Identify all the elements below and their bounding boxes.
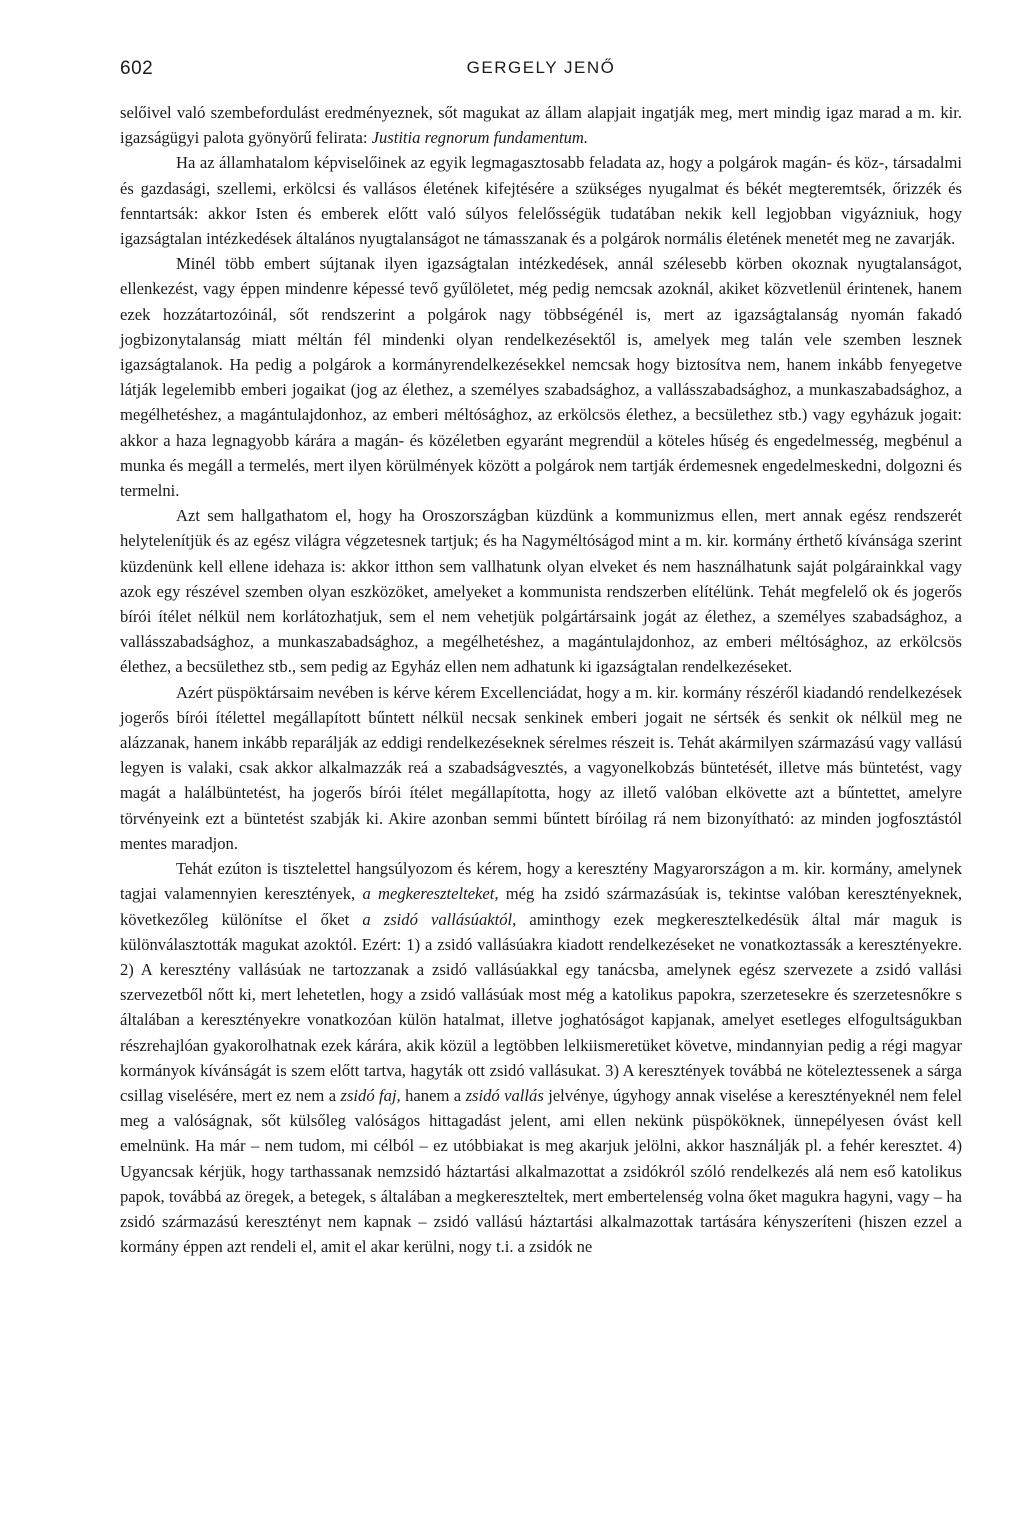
italic-text: zsidó faj, bbox=[340, 1085, 401, 1105]
text-run: Azért püspöktársaim nevében is kérve kérem Excellenciádat, hogy a m. kir. kormány részéről kiadandó rendelkezések jogerős bírói ítélettel megállapított bűntett nélkül necsak senkinek emberi jogait ne sértsék és senkit ok nélkül meg ne alázzanak, hanem inkább reparálják az eddigi rendelkezéseknek sérelmes részeit is. Tehát akármilyen származású vagy vallású legyen is valaki, csak akkor alkalmazzák reá a szabadságvesztés, a vagyonelkobzás büntetését, illetve más büntetést, vagy magát a halálbüntetést, ha jogerős bírói ítélet megállapította, hogy az illető valóban elkövette azt a bűntettet, amelyre törvényeink ezt a büntetést szabják ki. Akire azonban semmi bűntett bíróilag rá nem bizonyítható: az minden jogfosztástól mentes maradjon. bbox=[120, 682, 962, 853]
paragraph bbox=[120, 150, 962, 251]
text-run: Azt sem hallgathatom el, hogy ha Oroszországban küzdünk a kommunizmus ellen, mert annak egész rendszerét helytelenítjük és az egész világra végzetesnek tartjuk; és ha Nagyméltóságod mint a m. kir. kormány érthető kívánsága szerint küzdenünk kell ellene idehaza is: akkor itthon sem vallhatunk olyan elveket és nem használhatunk saját polgárainkkal vagy azok egy részével szemben olyan eszközöket, amelyeket a kommunista rendszerben elítélünk. Tehát megfelelő ok és jogerős bírói ítélet nélkül nem korlátozhatjuk, sem el nem vehetjük polgártársaink jogát az élethez, a személyes szabadsághoz, a vallásszabadsághoz, a munkaszabadsághoz, a megélhetéshez, a magántulajdonhoz, az emberi méltósághoz, az erkölcsös élethez, a becsülethez stb., sem pedig az Egyház ellen nem adhatunk ki igazságtalan rendelkezéseket. bbox=[120, 506, 962, 677]
body-text bbox=[120, 100, 962, 1259]
page-header bbox=[120, 48, 962, 88]
text-run: selőivel való szembefordulást eredményeznek, sőt magukat az állam alapjait ingatják meg, mert mindig igaz marad a m. kir. igazságügyi palota gyönyörű felirata: bbox=[120, 103, 962, 148]
text-run: még ha zsidó származásúak is, tekintse valóban keresztényeknek, következőleg különítse el őket bbox=[120, 884, 962, 929]
page-number: 602 bbox=[120, 58, 154, 79]
running-head: GERGELY JENŐ bbox=[466, 58, 616, 77]
paragraph bbox=[120, 503, 962, 679]
document-page bbox=[120, 48, 962, 1259]
italic-text: a megkeresztelteket, bbox=[362, 884, 499, 904]
text-run: aminthogy ezek megkeresztelkedésük által már maguk is különválasztották magukat azoktól. Ezért: 1) a zsidó vallásúakra kiadott rendelkezéseket ne vonatkoztassák a keresztényekre. 2) A keresztény vallásúak ne tartozzanak a zsidó vallásúakkal egy tanácsba, amelynek egész szervezete a zsidó vallási szervezetből nőtt ki, mert lehetetlen, hogy a zsidó vallásúak most még a katolikus papokra, szerzetesekre és szerzetesnőkre s általában a keresztényekre vonatkozóan külön hatalmat, illetve joghatóságot kapjanak, amelyet esetleges elfogultságukban részrehajlóan gyakorolhatnak ezek kárára, akik közül a legtöbben lelkiismeretüket követve, mindannyian pedig a régi magyar kormányok kívánságát is szem előtt tartva, hagyták ott zsidó vallásukat. 3) A keresztények továbbá ne köteleztessenek a sárga csillag viselésére, mert ez nem a bbox=[120, 909, 962, 1105]
text-run: hanem a bbox=[400, 1085, 466, 1105]
text-run: jelvénye, úgyhogy annak viselése a keresztényeknél nem felel meg a valóságnak, sőt külsőleg valóságos hittagadást jelent, ami ellen nekünk püspököknek, ünnepélyesen óvást kell emelnünk. Ha már – nem tudom, mi célból – ez utóbbiakat is meg akarjuk jelölni, akkor használják pl. a fehér keresztet. 4) Ugyancsak kérjük, hogy tarthassanak nemzsidó háztartási alkalmazottat a zsidókról szóló rendelkezés alá nem eső katolikus papok, továbbá az öregek, a betegek, s általában a megkereszteltek, mert embertelenség volna őket magukra hagyni, vagy – ha zsidó származású keresztényt nem kapnak – zsidó vallású háztartási alkalmazottak tartására kényszeríteni (hiszen ezzel a kormány éppen azt rendeli el, amit el akar kerülni, nogy t.i. a zsidók ne bbox=[120, 1085, 963, 1257]
italic-text: zsidó vallás bbox=[465, 1085, 544, 1105]
text-run: Minél több embert sújtanak ilyen igazságtalan intézkedések, annál szélesebb körben okoznak nyugtalanságot, ellenkezést, vagy éppen mindenre képessé tevő gyűlöletet, még pedig nemcsak azoknál, akiket közvetlenül érintenek, hanem ezek hozzátartozóinál, sőt rendszerint a polgárok nagy többségénél is, mert az igazságtalanság nyomán fakadó jogbizonytalanság miatt méltán fél mindenki olyan rendelkezésektől is, amelyek meg talán vele szemben lesznek igazságtalanok. Ha pedig a polgárok a kormányrendelkezésekkel nemcsak hogy biztosítva nem, hanem inkább fenyegetve látják legelemibb emberi jogaikat (jog az élethez, a személyes szabadsághoz, a vallásszabadsághoz, a munkaszabadsághoz, a megélhetéshez, a magántulajdonhoz, az emberi méltósághoz, az erkölcsös élethez, a becsülethez stb.) vagy egyházuk jogait: akkor a haza legnagyobb kárára a magán- és közéletben egyaránt megrendül a köteles hűség és engedelmesség, megbénul a munka és megáll a termelés, mert ilyen körülmények között a polgárok nem tartják érdemesnek engedelmeskedni, dolgozni és termelni. bbox=[120, 254, 962, 501]
italic-text: a zsidó vallásúaktól, bbox=[362, 909, 517, 929]
text-run: Tehát ezúton is tisztelettel hangsúlyozom és kérem, hogy a keresztény Magyarországon a m. kir. kormány, amelynek tagjai valamennyien keresztények, bbox=[120, 859, 962, 904]
text-run: Ha az államhatalom képviselőinek az egyik legmagasztosabb feladata az, hogy a polgárok magán- és köz-, társadalmi és gazdasági, szellemi, erkölcsi és vallásos életének kifejtésére a szükséges nyugalmat és békét megteremtsék, őrizzék és fenntartsák: akkor Isten és emberek előtt való súlyos felelősségük tudatában nekik kell legjobban vigyázniuk, hogy igazságtalan intézkedések általános nyugtalanságot ne támasszanak és a polgárok normális életének menetét meg ne zavarják. bbox=[120, 153, 962, 249]
paragraph bbox=[120, 856, 962, 1259]
paragraph bbox=[120, 680, 962, 856]
paragraph bbox=[120, 251, 962, 503]
paragraph bbox=[120, 100, 962, 150]
italic-text: Justitia regnorum fundamentum. bbox=[371, 128, 589, 148]
